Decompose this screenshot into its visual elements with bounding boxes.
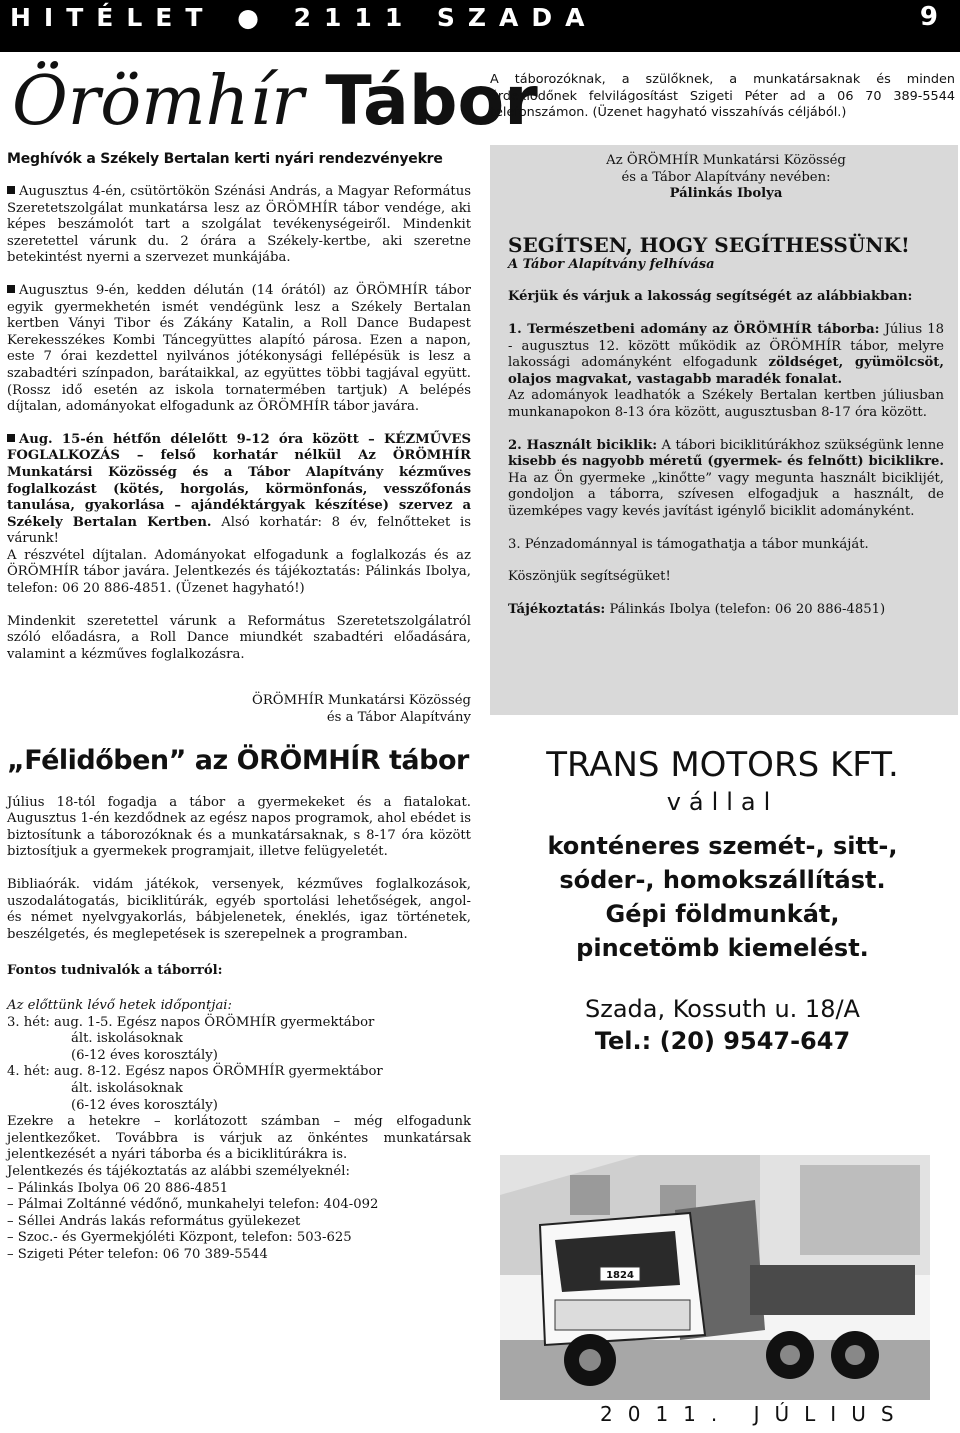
article-title [12, 60, 538, 144]
event-aug-9: Augusztus 9-én, kedden délután (14 órától) az ÖRÖMHÍR tábor egyik gyermekhetén ismét vendégünk lesz a Székely Bertalan kertben Ványi Tibor és Zákány Katalin, a Roll Dance Budapest Kerekesszékes Kombi Táncegyüttes alapító párosa. Ezen a napon, este 7 órai kezdettel nyilvános jótékonysági fellépésük is lesz a szabadtéri színpadon, barátaikkal, az együttes többi tagjával együtt. (Rossz idő esetén az iskola tornatermében tartjuk) A belépés díjtalan, adományokat elfogadunk az ÖRÖMHÍR tábor javára. [7, 282, 471, 415]
appeal-thanks: Köszönjük segítségüket! [508, 569, 671, 585]
bullet-square-icon [7, 434, 15, 442]
midway-p1: Július 18-tól fogadja a tábor a gyermekeket és a fiatalokat. Augusztus 1-én kezdődnek az egész napos programok, ahol ebédet is biztosítunk a táborozóknak és a munkatársaknak, s 8-17 óra között biztosítjuk a gyermekek programjait, illetve felügyeletét. [7, 794, 471, 860]
box-signature-name: Pálinkás Ibolya [669, 186, 783, 202]
event-aug-15: Aug. 15-én hétfőn délelőtt 9-12 óra között – KÉZMŰVES FOGLALKOZÁS – felső korhatár nélkül Az ÖRÖMHÍR Munkatársi Közösség és a Tábor Alapítvány kézműves foglalkozást (kötés, horgolás, körmönfonás, vesszőfonás tanulása, gyakorlása – ajándéktárgyak készítése) szervez a Székely Bertalan Kertben. Alsó korhatár: 8 év, felnőtteket is várunk! [7, 431, 471, 547]
trans-motors-ad [525, 745, 920, 1057]
week-3-age: (6-12 éves korosztály) [71, 1047, 218, 1063]
registration-note: Ezekre a hetekre – korlátozott számban – még elfogadunk jelentkezőket. Továbbra is várjuk az önkéntes munkatársak jelentkezését a nyári táborba és a biciklitúrákra is. [7, 1114, 471, 1163]
left-column [7, 150, 471, 1263]
ad-service-4: pincetömb kiemelést. [576, 934, 869, 962]
issue-date: 2011. JÚLIUS [600, 1402, 909, 1426]
ad-service-2: sóder-, homokszállítást. [559, 866, 886, 894]
appeal-heading: SEGÍTSEN, HOGY SEGÍTHESSÜNK! [508, 232, 910, 257]
week-4: 4. hét: aug. 8-12. Egész napos ÖRÖMHÍR gyermektábor [7, 1064, 383, 1080]
appeal-info: Tájékoztatás: Pálinkás Ibolya (telefon: 06 20 886-4851) [508, 601, 886, 617]
foundation-appeal-box [490, 145, 958, 715]
appeal-ask: Kérjük és várjuk a lakosság segítségét az alábbiakban: [508, 289, 913, 305]
important-info-heading: Fontos tudnivalók a táborról: [7, 963, 223, 979]
page-header [0, 0, 960, 52]
contact-item: – Szoc.- és Gyermekjóléti Központ, telefon: 503-625 [7, 1230, 352, 1246]
closing-invite: Mindenkit szeretettel várunk a Református Szeretetszolgálatról szóló előadásra, a Roll Dance miundkét szabadtéri előadására, valamint a kézműves foglalkozásra. [7, 613, 471, 662]
page-number: 9 [919, 2, 938, 32]
midway-heading: „Félidőben” az ÖRÖMHÍR tábor [7, 744, 469, 776]
title-part-2: Tábor [325, 62, 538, 141]
appeal-item-1: 1. Természetbeni adomány az ÖRÖMHÍR táborba: Július 18 - augusztus 12. között működik az ÖRÖMHÍR tábor, melyre lakossági adományként elfogadunk zöldséget, gyümölcsöt, olajos magvakat, vastagabb maradék fonalat. [508, 321, 944, 387]
contacts-intro: Jelentkezés és tájékoztatás az alábbi személyeknél: [7, 1163, 350, 1179]
midway-p2: Bibliaórák. vidám játékok, versenyek, kézműves foglalkozások, uszodalátogatás, biciklitúrák, egyéb sportolási lehetőségek, angol- és német nyelvgyakorlás, bábjelenetek, éneklés, igaz történetek, beszélgetés, és meglepetések is szerepelnek a programban. [7, 877, 471, 942]
bullet-square-icon [7, 186, 15, 194]
appeal-item-2: 2. Használt biciklik: A tábori biciklitúrákhoz szükségünk lenne kisebb és nagyobb méretű (gyermek- és felnőtt) biciklikre. Ha az Ön gyermeke „kinőtte” vagy megunta használt biciklijét, gondoljon a táborra, szívesen elfogadjuk a használt, de üzemképes vagy kevés javítást igénylő biciklit adományként. [508, 437, 944, 519]
weeks-intro: Az előttünk lévő hetek időpontjai: [7, 997, 232, 1013]
truck-plate-text: 1824 [606, 1270, 634, 1281]
ad-vallal: vállal [666, 788, 779, 816]
ad-phone: Tel.: (20) 9547-647 [594, 1027, 851, 1055]
appeal-item-3: 3. Pénzadománnyal is támogathatja a tábor munkáját. [508, 536, 869, 552]
ad-address: Szada, Kossuth u. 18/A [585, 995, 860, 1023]
week-3-audience: ált. iskolásoknak [71, 1031, 183, 1047]
ad-service-1: konténeres szemét-, sitt-, [547, 832, 898, 860]
box-signature-2: és a Tábor Alapítvány nevében: [621, 169, 831, 185]
ad-company-name: TRANS MOTORS KFT. [546, 745, 899, 785]
truck-photo [500, 1155, 930, 1400]
title-part-1: Örömhír [12, 62, 304, 141]
event-aug-4: Augusztus 4-én, csütörtökön Szénási András, a Magyar Református Szeretetszolgálat munkatársa lesz az ÖRÖMHÍR tábor vendége, aki képes beszámolót tart a szolgálat tevékenységeiről. Mindenkit szeretettel várunk du. 2 órára a Székely-kertbe, aki szeretne betekintést nyerni a szervezet munkájába. [7, 184, 471, 266]
contact-item: – Séllei András lakás református gyülekezet [7, 1213, 301, 1229]
right-intro: A táborozóknak, a szülőknek, a munkatársaknak és minden érdeklődőnek felvilágosítást Szigeti Péter ad a 06 70 389-5544 telefonszámon. (Üzenet hagyható visszahívás céljából.) [490, 72, 955, 121]
ad-service-3: Gépi földmunkát, [605, 900, 840, 928]
contact-item: – Pálmai Zoltánné védőnő, munkahelyi telefon: 404-092 [7, 1197, 379, 1213]
week-4-age: (6-12 éves korosztály) [71, 1097, 218, 1113]
appeal-item-1-details: Az adományok leadhatók a Székely Bertalan kertben júliusban munkanapokon 8-13 óra között, augusztusban 8-17 óra között. [508, 388, 944, 420]
box-signature-1: Az ÖRÖMHÍR Munkatársi Közösség [606, 153, 846, 168]
event-aug-15-details: A részvétel díjtalan. Adományokat elfogadunk a foglalkozás és az ÖRÖMHÍR tábor javára. Jelentkezés és tájékoztatás: Pálinkás Ibolya, telefon: 06 20 886-4851. (Üzenet hagyható!) [7, 547, 471, 597]
signature: ÖRÖMHÍR Munkatársi Közösség és a Tábor Alapítvány [252, 693, 471, 726]
week-3: 3. hét: aug. 1-5. Egész napos ÖRÖMHÍR gyermektábor [7, 1014, 375, 1030]
header-section-title: HITÉLET ● 2111 SZADA [10, 3, 598, 32]
invitations-heading: Meghívók a Székely Bertalan kerti nyári rendezvényekre [7, 151, 443, 167]
bullet-square-icon [7, 285, 15, 293]
appeal-subheading: A Tábor Alapítvány felhívása [508, 256, 715, 272]
contact-item: – Szigeti Péter telefon: 06 70 389-5544 [7, 1246, 268, 1262]
week-4-audience: ált. iskolásoknak [71, 1080, 183, 1096]
contact-item: – Pálinkás Ibolya 06 20 886-4851 [7, 1180, 229, 1196]
